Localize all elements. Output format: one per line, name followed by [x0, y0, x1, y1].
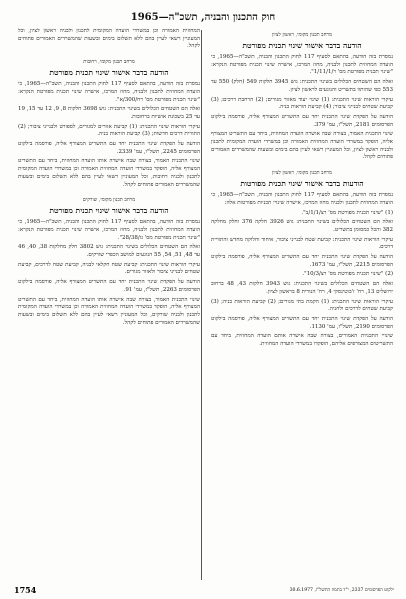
notice-authority: מרחב תכנון מקומי, ראשון לציון: [272, 170, 332, 177]
publication-note: ילקוט הפרסומים 2337, י"ד בתמוז התשל"ז, 30.6.1977: [289, 588, 394, 593]
notice-block: [211, 31, 393, 162]
notice-heading: הודעה בדבר אישור שינוי תכנית מפורטת: [49, 206, 169, 216]
notice-paragraph: (2) "שינוי תכנית מפורטת מס' רצ/10/3".: [302, 271, 393, 278]
notice-authority: מרחב תכנון מקומי, שורקים: [82, 197, 136, 204]
notice-paragraph: שינוי התכנית האמור, בצורה שבה אושרה הועדה המחוזית, ביחד עם התשריט המצורף אליה, הופקד במשרדי הועדה המחוזית האמורה וכן במשרדי הועדה המקומית לתכנון ולבניה ראשון לציון, וכל המעוניין רשאי לעיין בהם בימים ובשעות שהמשרדים האמורים פתוחים לקהל.: [211, 131, 393, 161]
notice-block: [18, 58, 200, 189]
left-column: [18, 28, 200, 583]
column-divider: [201, 30, 202, 580]
notice-authority: מרחב תכנון מקומי, ראשון לציון: [272, 32, 332, 38]
notice-paragraph: שינוי התכנית האמור, בצורה שבה אישרה אותו הועדה המחוזית, ביחד עם התשריט המצורף אליה, הופקד במשרדי הועדה המחוזית האמורה וכן במשרדי הועדה המקומית לתכנון ולבניה שורקים, וכל המעוניין רשאי לעיין בהם ללא תשלום בימים ובשעות שהמשרדים האמורים פתוחים לקהל.: [18, 296, 200, 326]
notice-paragraph: ואלה הם השטחים הכלולים בשינוי התכנית: גוש 3943 חלקות 43, 48 ברחוב ירושלים 13, רח' ז'בוטינסקי 4, רח' הנורית 8 בראשון לציון.: [211, 281, 393, 295]
notice-block: [211, 169, 393, 349]
notice-paragraph: נמסרת בזה הודעה, בהתאם לסעיף 117 לחוק התכנון והבניה, תשכ"ה—1965, כי הועדה המחוזית לתכנון ולבניה, מחוז המרכז, אישרה שינוי תכנית מפורטת הנקרא: "שינוי תכנית מפורטת מס' גז/28/38".: [18, 219, 200, 241]
notice-paragraph: עיקרי הוראות שינוי התכנית: קביעת שטח חקלאי לבניה, קביעת שטח לדרכים, קביעת שטחים לבנייני ציבור ולאזור מגורים.: [18, 261, 200, 276]
notice-block: [18, 196, 200, 327]
notice-paragraph: הודעה על הפקדת שינוי התכנית יחד עם התשריט המצורף אליה, פורסמה בילקוט הפרסומים 2245, תשל"ו, עמ' 2339.: [18, 141, 200, 155]
notice-paragraph: עיקרי הוראות שינוי התכנית: קביעת שטח לבנייני ציבור, איחוד וחלוקה מחדש והתוויית דרכים.: [211, 236, 393, 251]
right-column: [211, 28, 393, 583]
notice-paragraph: עיקרי הוראות שינוי התכנית: (1) קביעת אזורים למגורים, לספורט ולבנייני ציבור; (2) התוויית דרכים חדשות; (3) קביעת הוראות בניה.: [18, 123, 200, 138]
notice-paragraph: הודעה על הפקדת שינוי התכנית יחד עם התשריט המצורף אליה, פורסמה בילקוט הפרסומים 2190, תשל"ו, עמ' 1130.: [211, 315, 393, 330]
notice-paragraph: הודעה על הפקדת שינוי התכנית יחד עם התשריט המצורף אליה, פורסמה בילקוט הפרסומים 2263, תשל"ז, עמ' 91.: [18, 279, 200, 293]
notice-paragraph: עיקרי הוראות שינוי התכנית: (1) הקמת בתי מגורים; (2) קביעת הוראות בניה; (3) קביעת שטחים לדרכים ולחניה.: [211, 298, 393, 313]
page-title: חוק התכנון והבניה, תשכ"ה—1965: [130, 12, 276, 23]
notice-block: [18, 28, 200, 51]
notice-heading: הודעה בדבר אישור שינוי תכנית מפורטת: [49, 68, 169, 78]
notice-paragraph: (1) "שינוי תכנית מפורטת מס' רצ/1/1/ב".: [301, 209, 393, 216]
notice-paragraph: הודעה על הפקדת שינוי התכנית יחד עם התשריט המצורף אליה, פורסמה בילקוט הפרסומים 2215, תשל"ו, עמ' 1673.: [211, 254, 393, 268]
notice-paragraph: ואלה הם השטחים הכלולים בשינוי התכנית: גוש 3802 חלק מחלקות 38, 40, 46 עד 48, 51, 54, 55 הנוגעים למושב הכפרי שורקים.: [18, 244, 200, 259]
notice-paragraph: נמסרת בזה הודעה, בהתאם לסעיף 117 לחוק התכנון והבניה, תשכ"ה—1965, כי הועדה המחוזית לתכנון ולבניה, מחוז המרכז, אישרה שינוי תכנית מפורטת הנקרא: "שינוי תכנית מפורטת מס' ר/1/11/1".: [211, 54, 393, 76]
notice-paragraph: ואלה הם השטחים הכלולים בשינוי התכנית: גוש 3926 חלקה 376 וחלק מחלקה 382 והכל כמסומן בתשריט.: [211, 219, 393, 233]
notice-paragraph: המחוזית האמורה וכן במשרדי הועדה המקומית לתכנון ולבניה ראשון לציון, וכל המעוניין רשאי לעיין בהם ללא תשלום בימים ובשעות שהמשרדים האמורים פתוחים לקהל.: [18, 28, 200, 50]
notice-heading: הודעה בדבר אישור שינוי תכנית מפורטת: [242, 41, 362, 50]
notice-authority: מרחב תכנון מקומי, רחובות: [83, 59, 135, 66]
notice-paragraph: הודעה על הפקדת שינוי התכנית יחד עם התשריט המצורף אליה, פורסמה בילקוט הפרסומים 2181, תשל"ו, עמ' 379.: [211, 113, 393, 128]
notice-heading: הודעות בדבר אישור שינוי תכנית מפורטות: [240, 179, 364, 189]
page-footer: [14, 585, 394, 597]
notice-paragraph: שינויי התכניות האמורים, בצורה שבה אישרה אותם הועדה המחוזית, ביחד עם התשריטים המצורפים אליהם, הופקדו במשרדי הועדה המחוזית.: [211, 333, 393, 348]
page-number: 1754: [14, 585, 37, 595]
notice-paragraph: ואלה הם השטחים הכלולים בשינוי התכנית: גוש 3945 חלקות 549 (חלק) 550 עד 553 כפי שהותוו בתשריט והנוגעים לראשון לציון.: [211, 79, 393, 93]
notice-paragraph: שינוי התכנית האמור, בצורה שבה אישרה אותו הועדה המחוזית, ביחד עם התשריט המצורף אליה, הופקד במשרדי הועדה המחוזית האמורה וכן במשרדי הועדה המקומית לתכנון ולבניה רחובות, וכל המעוניין רשאי לעיין בהם ללא תשלום בימים ובשעות שהמשרדים האמורים פתוחים לקהל.: [18, 158, 200, 188]
notice-paragraph: נמסרת בזה הודעה, בהתאם לסעיף 117 לחוק התכנון והבניה, תשכ"ה—1965, כי הועדה המחוזית לתכנון ולבניה מחוז המרכז, אישרה שינויי תכניות מפורטות אלה:: [211, 192, 393, 206]
notice-paragraph: נמסרת בזה הודעה, בהתאם לסעיף 117 לחוק התכנון והבניה, תשכ"ה—1965, כי הועדה המחוזית לתכנון ולבניה, מחוז המרכז, אישרה שינוי תכנית מפורטת הנקרא: "שינוי תכנית מפורטת מס' רח/300/א".: [18, 81, 200, 103]
notice-paragraph: ואלה הם השטחים הכלולים בשינוי התכנית: גוש 3698 חלקות 8, 9, 12 עד 15, 19 עד 25 בשכונת אושיות ברחובות.: [18, 106, 200, 120]
notice-paragraph: עיקרי הוראות שינוי התכנית: (1) שינוי יעוד מאזור מגורים; (2) הרחבת דרכים; (3) קביעת שטחים לבנייני ציבור; (4) קביעת הוראות בניה.: [211, 96, 393, 111]
